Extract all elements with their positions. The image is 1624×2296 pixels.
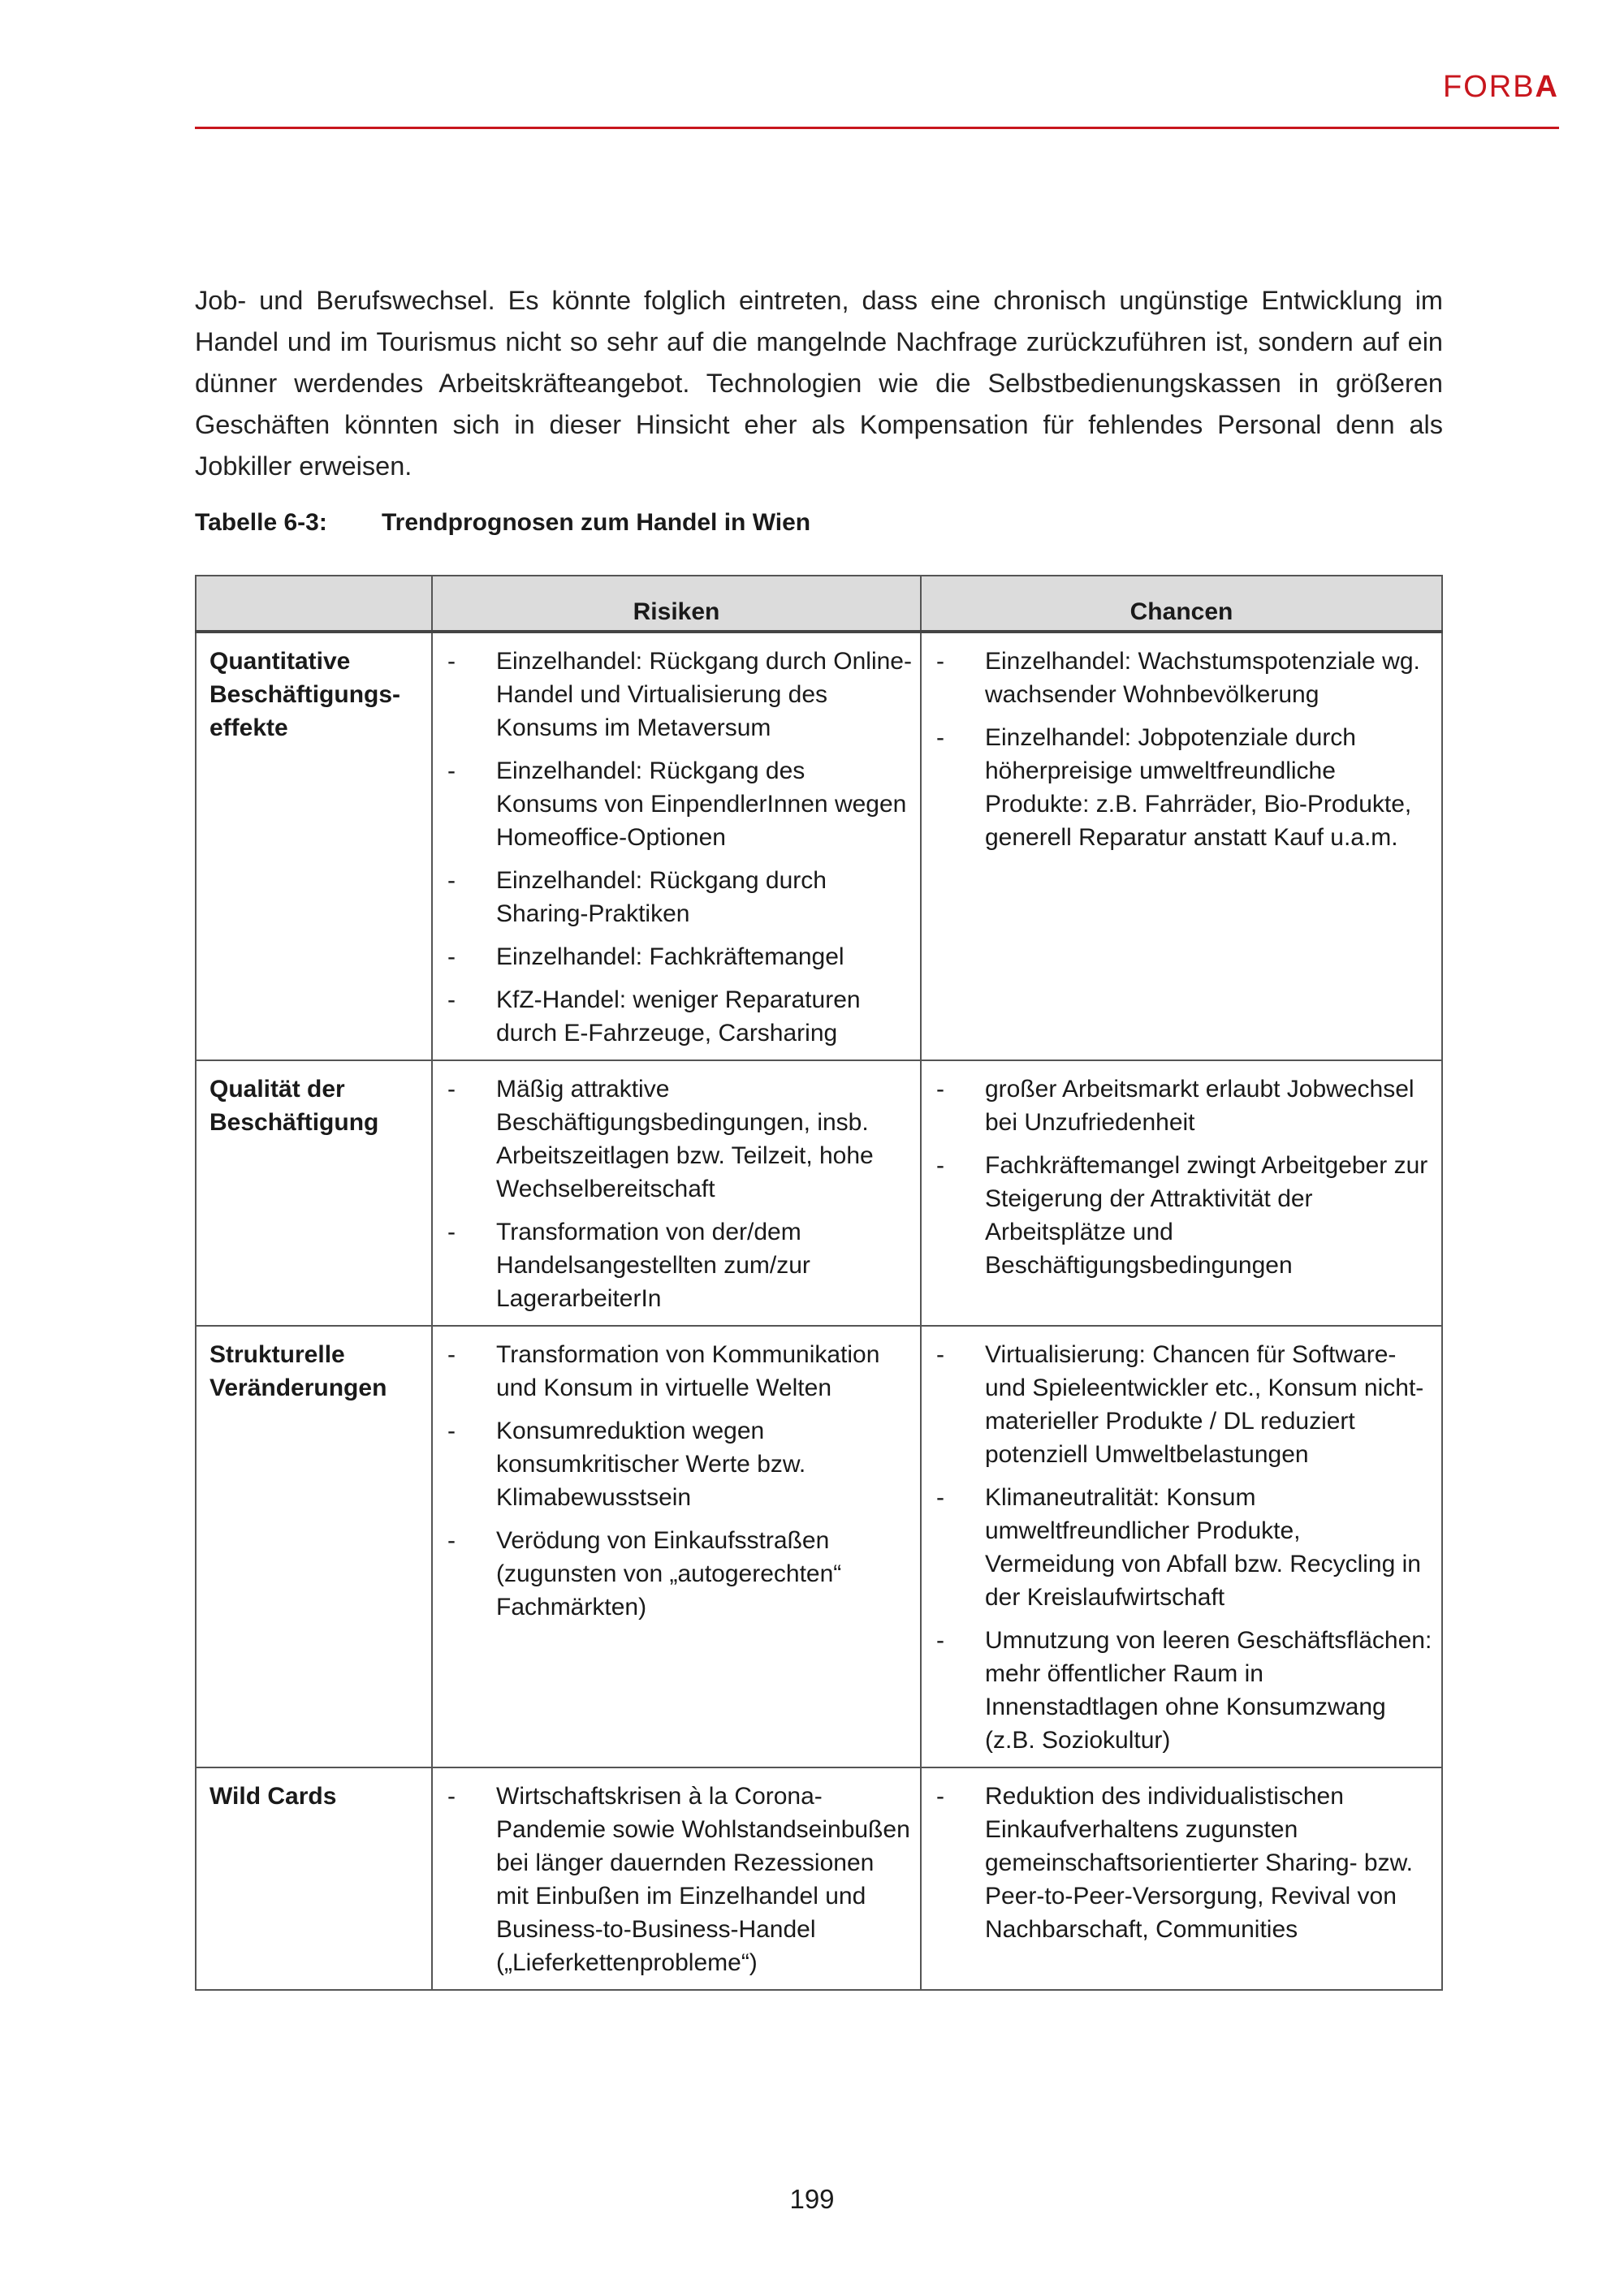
bullet-dash: - (936, 1783, 944, 1810)
list-item (433, 940, 912, 973)
chancen-cell (921, 1767, 1442, 1990)
item-text: Einzelhandel: Rückgang durch Online-Handel und Virtualisierung des Konsums im Metaversum (496, 648, 912, 741)
bullet-dash: - (447, 867, 456, 894)
list-item (433, 1072, 912, 1206)
table-header-row (196, 576, 1442, 632)
body-paragraph: Job- und Berufswechsel. Es könnte folglich eintreten, dass eine chronisch ungünstige Entwicklung im Handel und im Tourismus nicht so sehr auf die mangelnde Nachfrage zurückzuführen ist, sondern auf ein dünner werdendes Arbeitskräfteangebot. Technologien wie die Selbstbedienungskassen in größeren Geschäften könnten sich in dieser Hinsicht eher als Kompensation für fehlendes Personal denn als Jobkiller erweisen. (195, 285, 1443, 481)
item-text: Transformation von der/dem Handelsangestellten zum/zur LagerarbeiterIn (496, 1219, 810, 1312)
row-label: Qualität der Beschäftigung (196, 1060, 432, 1326)
risiken-cell (432, 1767, 921, 1990)
item-text: Transformation von Kommunikation und Konsum in virtuelle Welten (496, 1341, 880, 1401)
item-text: Einzelhandel: Rückgang des Konsums von EinpendlerInnen wegen Homeoffice-Optionen (496, 757, 907, 851)
list-item (922, 1338, 1433, 1471)
bullet-dash: - (447, 1219, 456, 1245)
list-item (433, 645, 912, 744)
list-item (433, 864, 912, 930)
item-text: Einzelhandel: Wachstumspotenziale wg. wachsender Wohnbevölkerung (985, 648, 1420, 708)
item-text: Klimaneutralität: Konsum umweltfreundlicher Produkte, Vermeidung von Abfall bzw. Recycling in der Kreislaufwirtschaft (985, 1484, 1421, 1611)
row-label: Wild Cards (196, 1767, 432, 1990)
header-empty (196, 576, 432, 632)
item-text: großer Arbeitsmarkt erlaubt Jobwechsel bei Unzufriedenheit (985, 1076, 1415, 1136)
bullet-dash: - (447, 1418, 456, 1444)
bullet-dash: - (447, 1076, 456, 1103)
risiken-cell (432, 1060, 921, 1326)
bullet-dash: - (447, 1527, 456, 1554)
chancen-cell (921, 1326, 1442, 1767)
item-text: Mäßig attraktive Beschäftigungsbedingungen, insb. Arbeitszeitlagen bzw. Teilzeit, hohe Wechselbereitschaft (496, 1076, 874, 1202)
trend-table (195, 575, 1443, 1991)
chancen-cell (921, 632, 1442, 1060)
table-number: Tabelle 6-3: (195, 509, 327, 536)
item-text: Einzelhandel: Fachkräftemangel (496, 943, 844, 970)
header-chancen: Chancen (921, 576, 1442, 632)
item-text: Wirtschaftskrisen à la Corona-Pandemie sowie Wohlstandseinbußen bei länger dauernden Rezessionen mit Einbußen im Einzelhandel und Business-to-Business-Handel („Lieferkettenprobleme“) (496, 1783, 910, 1976)
table-row (196, 1060, 1442, 1326)
risiken-cell (432, 632, 921, 1060)
bullet-dash: - (447, 1341, 456, 1368)
risiken-cell (432, 1326, 921, 1767)
list-item (433, 1414, 912, 1514)
item-text: Fachkräftemangel zwingt Arbeitgeber zur Steigerung der Attraktivität der Arbeitsplätze und Beschäftigungsbedingungen (985, 1152, 1428, 1279)
list-item (922, 1624, 1433, 1757)
item-text: Einzelhandel: Jobpotenziale durch höherpreisige umweltfreundliche Produkte: z.B. Fahrräder, Bio-Produkte, generell Reparatur anstatt Kauf u.a.m. (985, 724, 1412, 851)
list-item (433, 754, 912, 854)
header-risiken: Risiken (432, 576, 921, 632)
list-item (922, 721, 1433, 854)
forba-logo: FORBA (1442, 70, 1559, 104)
item-text: Konsumreduktion wegen konsumkritischer Werte bzw. Klimabewusstsein (496, 1418, 806, 1511)
bullet-dash: - (447, 1783, 456, 1810)
table-caption (195, 509, 810, 537)
item-text: Reduktion des individualistischen Einkaufverhaltens zugunsten gemeinschaftsorientierter Sharing- bzw. Peer-to-Peer-Versorgung, Revival von Nachbarschaft, Communities (985, 1783, 1413, 1943)
list-item (922, 1072, 1433, 1139)
bullet-dash: - (936, 1341, 944, 1368)
bullet-dash: - (447, 757, 456, 784)
bullet-dash: - (936, 1076, 944, 1103)
bullet-dash: - (936, 648, 944, 675)
list-item (433, 1338, 912, 1405)
table-title: Trendprognosen zum Handel in Wien (382, 509, 811, 536)
bullet-dash: - (447, 943, 456, 970)
item-text: Umnutzung von leeren Geschäftsflächen: mehr öffentlicher Raum in Innenstadtlagen ohne Konsumzwang (z.B. Soziokultur) (985, 1627, 1432, 1754)
list-item (922, 1149, 1433, 1282)
list-item (433, 983, 912, 1050)
list-item (433, 1215, 912, 1315)
bullet-dash: - (447, 986, 456, 1013)
page-number: 199 (789, 2184, 835, 2214)
bullet-dash: - (447, 648, 456, 675)
table-row (196, 632, 1442, 1060)
list-item (922, 1481, 1433, 1614)
list-item (922, 1780, 1433, 1946)
row-label: Quantitative Beschäftigungs-effekte (196, 632, 432, 1060)
bullet-dash: - (936, 1484, 944, 1511)
item-text: Einzelhandel: Rückgang durch Sharing-Praktiken (496, 867, 827, 927)
list-item (433, 1780, 912, 1979)
item-text: KfZ-Handel: weniger Reparaturen durch E-Fahrzeuge, Carsharing (496, 986, 861, 1047)
item-text: Virtualisierung: Chancen für Software- und Spieleentwickler etc., Konsum nicht-materieller Produkte / DL reduziert potenziell Umweltbelastungen (985, 1341, 1424, 1468)
list-item (433, 1524, 912, 1624)
bullet-dash: - (936, 1152, 944, 1179)
table-row (196, 1326, 1442, 1767)
chancen-cell (921, 1060, 1442, 1326)
row-label: Strukturelle Veränderungen (196, 1326, 432, 1767)
bullet-dash: - (936, 1627, 944, 1654)
bullet-dash: - (936, 724, 944, 751)
item-text: Verödung von Einkaufsstraßen (zugunsten von „autogerechten“ Fachmärkten) (496, 1527, 842, 1621)
list-item (922, 645, 1433, 711)
header-rule (195, 127, 1559, 129)
table-row (196, 1767, 1442, 1990)
